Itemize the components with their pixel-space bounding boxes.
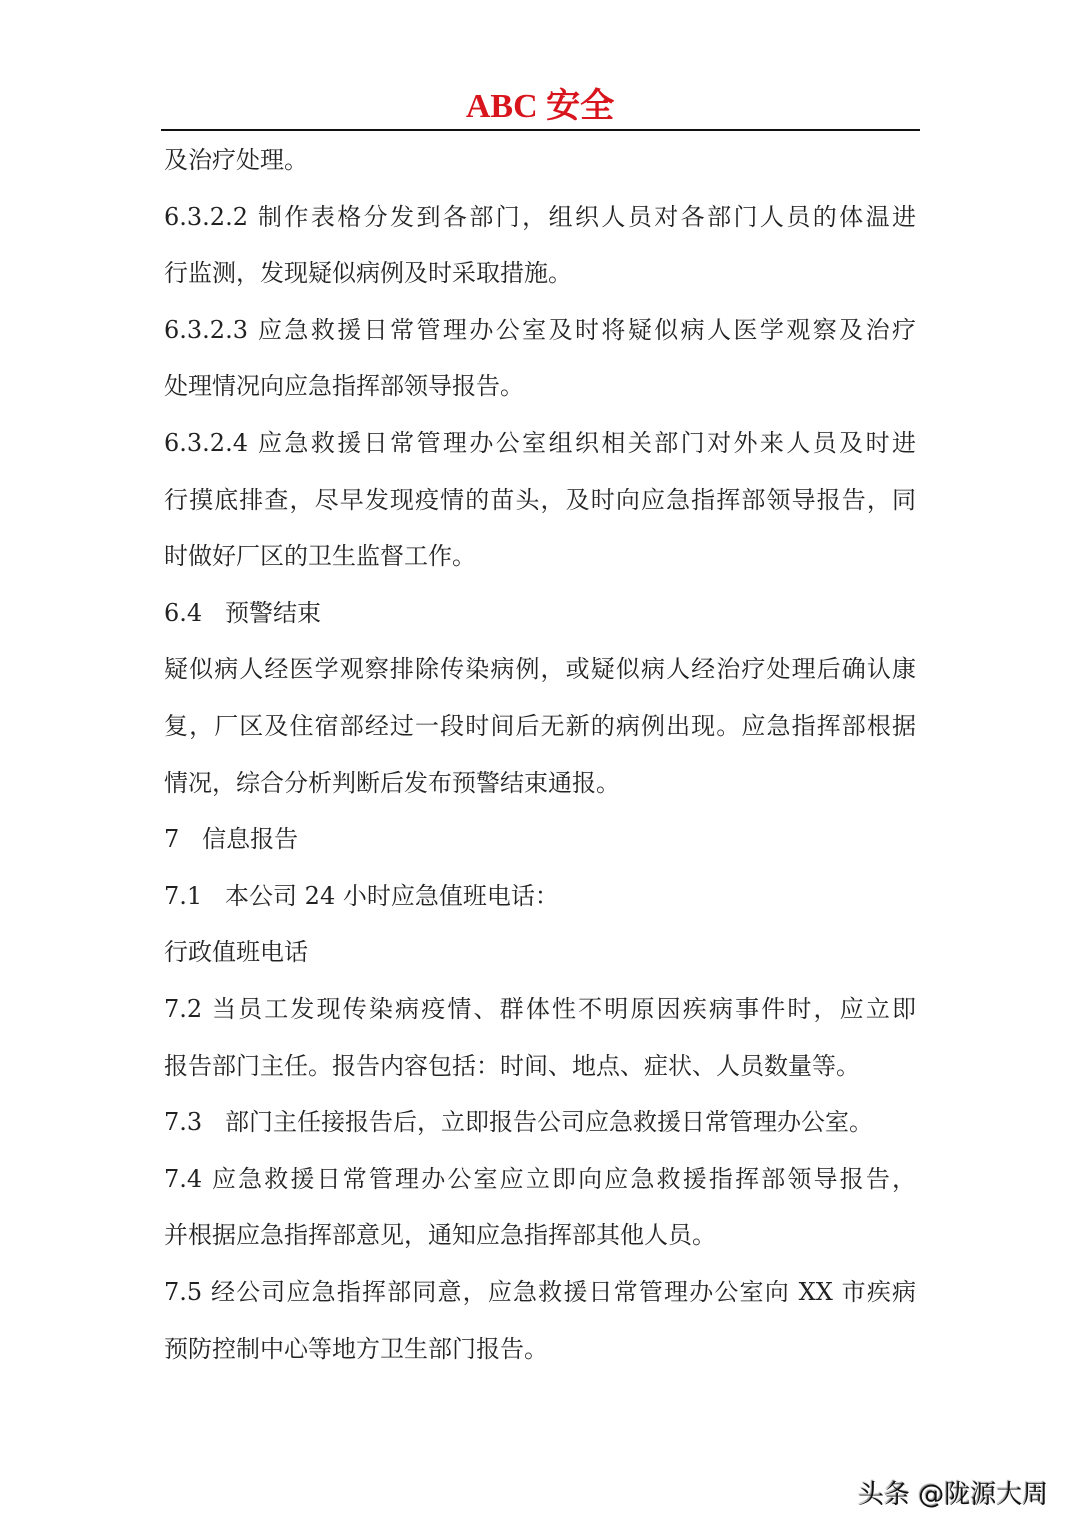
text-line: 6.3.2.4 应急救援日常管理办公室组织相关部门对外来人员及时进 — [164, 429, 916, 457]
text-line: 7.2 当员工发现传染病疫情、群体性不明原因疾病事件时，应立即 — [164, 995, 916, 1023]
text-line: 6.3.2.3 应急救援日常管理办公室及时将疑似病人医学观察及治疗 — [164, 315, 916, 344]
text-line: 复，厂区及住宿部经过一段时间后无新的病例出现。应急指挥部根据 — [164, 712, 916, 740]
text-line: 行摸底排查，尽早发现疫情的苗头，及时向应急指挥部领导报告，同 — [164, 485, 916, 514]
text-line: 时做好厂区的卫生监督工作。 — [164, 542, 476, 571]
text-line: 处理情况向应急指挥部领导报告。 — [164, 372, 524, 401]
text-line: 6.4 预警结束 — [164, 598, 322, 627]
text-line: 7.5 经公司应急指挥部同意，应急救援日常管理办公室向 XX 市疾病 — [164, 1278, 916, 1306]
text-line: 7.1 本公司 24 小时应急值班电话： — [164, 881, 559, 910]
text-line: 情况，综合分析判断后发布预警结束通报。 — [164, 768, 620, 797]
text-line: 疑似病人经医学观察排除传染病例，或疑似病人经治疗处理后确认康 — [164, 655, 916, 684]
text-line: 7.4 应急救援日常管理办公室应立即向应急救援指挥部领导报告， — [164, 1164, 916, 1193]
text-line: 预防控制中心等地方卫生部门报告。 — [164, 1334, 548, 1363]
text-line: 7 信息报告 — [164, 825, 299, 854]
text-line: 报告部门主任。报告内容包括：时间、地点、症状、人员数量等。 — [164, 1051, 860, 1080]
text-line: 行监测，发现疑似病例及时采取措施。 — [164, 259, 572, 288]
text-line: 7.3 部门主任接报告后，立即报告公司应急救援日常管理办公室。 — [164, 1108, 874, 1137]
text-line: 并根据应急指挥部意见，通知应急指挥部其他人员。 — [164, 1221, 716, 1250]
text-line: 及治疗处理。 — [164, 146, 308, 174]
text-line: 6.3.2.2 制作表格分发到各部门，组织人员对各部门人员的体温进 — [164, 202, 916, 231]
text-line: 行政值班电话 — [164, 938, 308, 967]
watermark: 头条 @陇源大周 — [858, 1480, 1049, 1510]
document-header-title: ABC 安全 — [465, 88, 615, 125]
header-divider — [161, 129, 920, 131]
